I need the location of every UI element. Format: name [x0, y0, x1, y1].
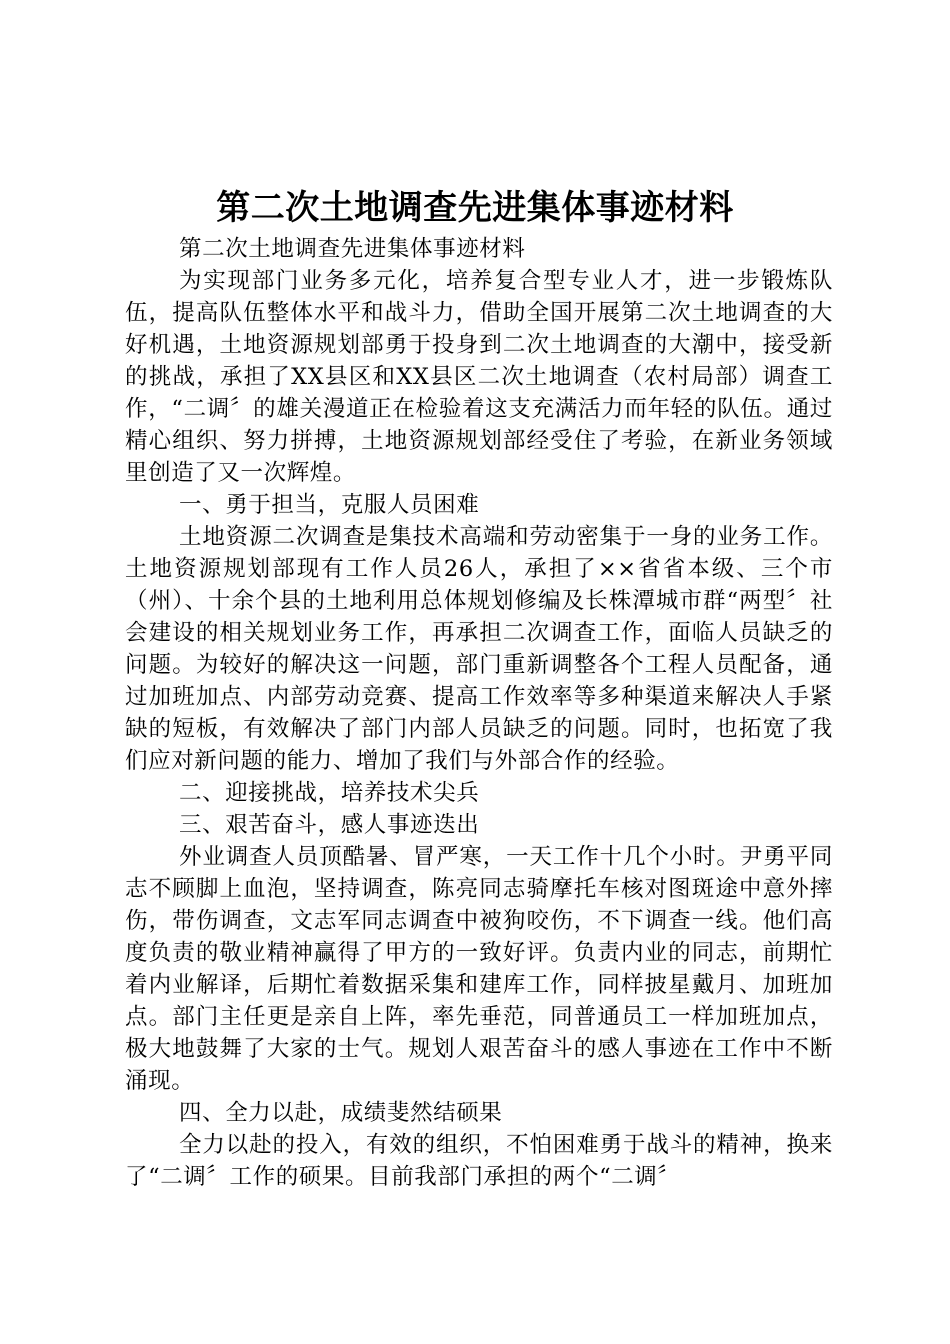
paragraph-section-1: 土地资源二次调查是集技术高端和劳动密集于一身的业务工作。土地资源规划部现有工作人员26人，承担了××省省本级、三个市（州）、十余个县的土地利用总体规划修编及长株潭城市群“两型〞社会建设的相关规划业务工作，再承担二次调查工作，面临人员缺乏的问题。为较好的解决这一问题，部门重新调整各个工程人员配备，通过加班加点、内部劳动竞赛、提高工作效率等多种渠道来解决人手紧缺的短板，有效解决了部门内部人员缺乏的问题。同时，也拓宽了我们应对新问题的能力、增加了我们与外部合作的经验。: [125, 524, 833, 774]
section-heading-3: 三、艰苦奋斗，感人事迹迭出: [179, 812, 480, 838]
paragraph-section-4: 全力以赴的投入，有效的组织，不怕困难勇于战斗的精神，换来了“二调〞工作的硕果。目前我部门承担的两个“二调〞: [125, 1132, 833, 1190]
section-heading-4: 四、全力以赴，成绩斐然结硕果: [179, 1100, 503, 1126]
paragraph-intro: 为实现部门业务多元化，培养复合型专业人才，进一步锻炼队伍，提高队伍整体水平和战斗力，借助全国开展第二次土地调查的大好机遇，土地资源规划部勇于投身到二次土地调查的大潮中，接受新的挑战，承担了XX县区和XX县区二次土地调查（农村局部）调查工作，“二调〞的雄关漫道正在检验着这支充满活力而年轻的队伍。通过精心组织、努力拼搏，土地资源规划部经受住了考验，在新业务领域里创造了又一次辉煌。: [125, 268, 833, 486]
section-heading-1: 一、勇于担当，克服人员困难: [179, 492, 480, 518]
paragraph-section-3: 外业调查人员顶酷暑、冒严寒，一天工作十几个小时。尹勇平同志不顾脚上血泡，坚持调查，陈亮同志骑摩托车核对图斑途中意外摔伤，带伤调查，文志军同志调查中被狗咬伤，不下调查一线。他们高度负责的敬业精神赢得了甲方的一致好评。负责内业的同志，前期忙着内业解译，后期忙着数据采集和建库工作，同样披星戴月、加班加点。部门主任更是亲自上阵，率先垂范，同普通员工一样加班加点，极大地鼓舞了大家的士气。规划人艰苦奋斗的感人事迹在工作中不断涌现。: [125, 844, 833, 1094]
paragraph-subtitle: 第二次土地调查先进集体事迹材料: [179, 236, 526, 262]
document-body: [125, 233, 833, 1193]
document-title: 第二次土地调查先进集体事迹材料: [216, 188, 734, 228]
section-heading-2: 二、迎接挑战，培养技术尖兵: [179, 780, 480, 806]
